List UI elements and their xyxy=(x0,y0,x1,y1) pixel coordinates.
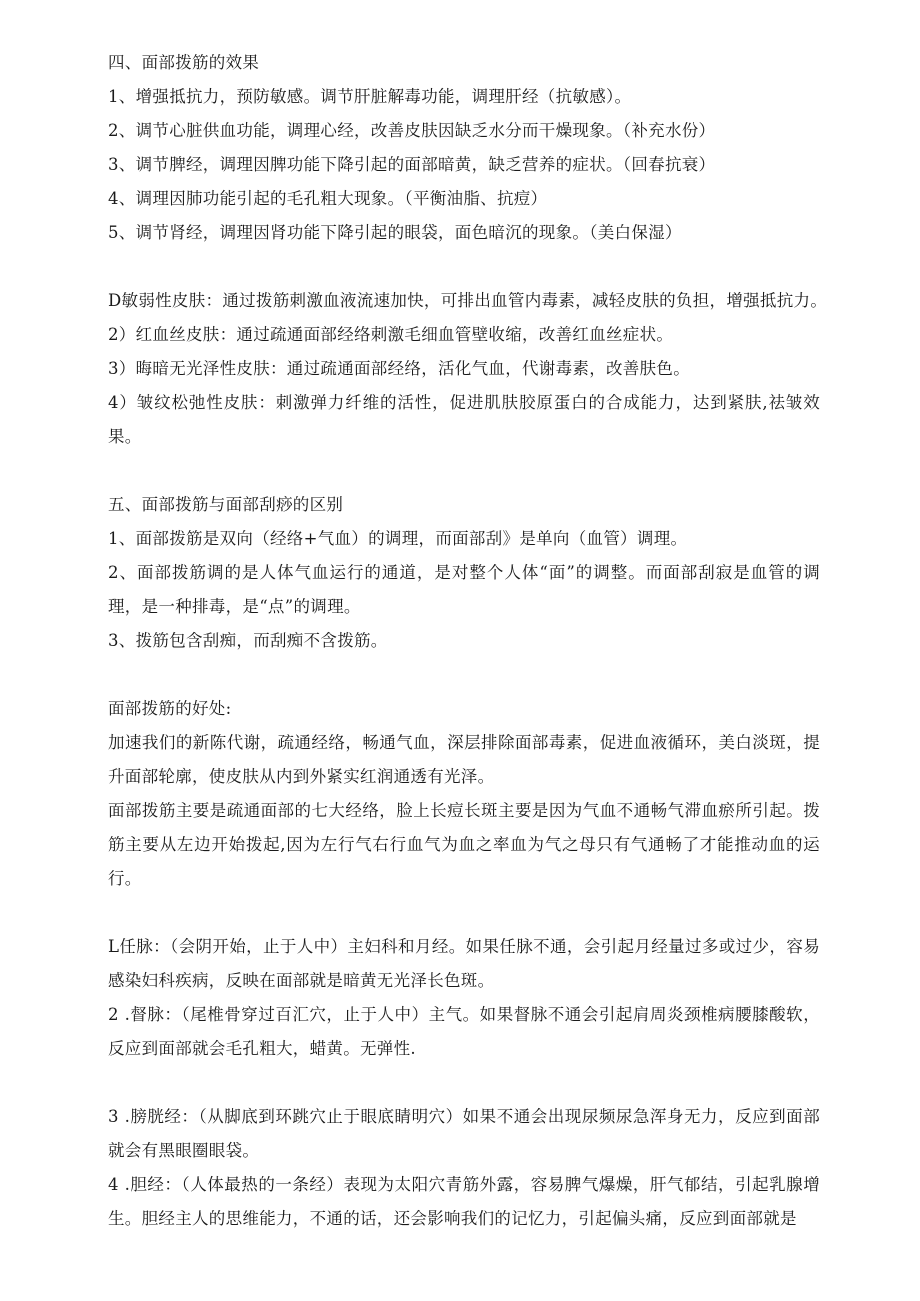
section-4-heading: 四、面部拨筋的效果 xyxy=(108,53,260,72)
skin-type-item: 4）皱纹松弛性皮肤：刺激弹力纤维的活性，促进肌肤胶原蛋白的合成能力，达到紧肤,祛皱效果。 xyxy=(108,393,820,446)
section-4-item: 1、增强抵抗力，预防敏感。调节肝脏解毒功能，调理肝经（抗敏感）。 xyxy=(108,87,632,106)
meridian-item: 3 .膀胱经：（从脚底到环跳穴止于眼底睛明穴）如果不通会出现尿频尿急浑身无力，反应到面部就会有黑眼圈眼袋。 xyxy=(108,1107,820,1160)
spacer xyxy=(108,454,820,488)
section-5-item: 3、拨筋包含刮痴，而刮痴不含拨筋。 xyxy=(108,631,388,650)
meridian-item: L任脉：（会阴开始，止于人中）主妇科和月经。如果任脉不通，会引起月经量过多或过少，容易感染妇科疾病，反映在面部就是暗黄无光泽长色斑。 xyxy=(108,937,820,990)
section-4-item: 2、调节心脏供血功能，调理心经，改善皮肤因缺乏水分而干燥现象。（补充水份） xyxy=(108,121,716,140)
skin-type-item: 3）晦暗无光泽性皮肤：通过疏通面部经络，活化气血，代谢毒素，改善肤色。 xyxy=(108,359,690,378)
skin-type-item: D敏弱性皮肤：通过拨筋刺激血液流速加快，可排出血管内毒素，减轻皮肤的负担，增强抵抗力。 xyxy=(108,291,828,310)
section-5-item: 1、面部拨筋是双向（经络+气血）的调理，而面部刮》是单向（血管）调理。 xyxy=(108,529,688,548)
spacer xyxy=(108,250,820,284)
spacer xyxy=(108,1066,820,1100)
section-5-item: 2、面部拨筋调的是人体气血运行的通道，是对整个人体“面”的调整。而面部刮寂是血管的调理，是一种排毒，是“点”的调理。 xyxy=(108,563,820,616)
section-5-heading: 五、面部拨筋与面部刮痧的区别 xyxy=(108,495,344,514)
section-4-item: 5、调节肾经，调理因肾功能下降引起的眼袋，面色暗沉的现象。（美白保湿） xyxy=(108,223,682,242)
benefits-paragraph: 面部拨筋主要是疏通面部的七大经络，脸上长痘长斑主要是因为气血不通畅气滞血瘀所引起。拨筋主要从左边开始拨起,因为左行气右行血气为血之率血为气之母只有气通畅了才能推动血的运行。 xyxy=(108,801,820,888)
meridian-item: 2 .督脉：（尾椎骨穿过百汇穴，止于人中）主气。如果督脉不通会引起肩周炎颈椎病腰膝酸软，反应到面部就会毛孔粗大，蜡黄。无弹性. xyxy=(108,1005,820,1058)
skin-type-item: 2）红血丝皮肤：通过疏通面部经络刺激毛细血管壁收缩，改善红血丝症状。 xyxy=(108,325,674,344)
spacer xyxy=(108,658,820,692)
section-4-item: 3、调节脾经，调理因脾功能下降引起的面部暗黄，缺乏营养的症状。（回春抗衰） xyxy=(108,155,716,174)
spacer xyxy=(108,896,820,930)
benefits-heading: 面部拨筋的好处: xyxy=(108,699,232,718)
benefits-paragraph: 加速我们的新陈代谢，疏通经络，畅通气血，深层排除面部毒素，促进血液循环，美白淡斑，提升面部轮廓，使皮肤从内到外紧实红润通透有光泽。 xyxy=(108,733,820,786)
meridian-item: 4 .胆经：（人体最热的一条经）表现为太阳穴青筋外露，容易脾气爆燥，肝气郁结，引起乳腺增生。胆经主人的思维能力，不通的话，还会影响我们的记忆力，引起偏头痛，反应到面部就是 xyxy=(108,1175,820,1228)
section-4-item: 4、调理因肺功能引起的毛孔粗大现象。（平衡油脂、抗痘） xyxy=(108,189,548,208)
document-page xyxy=(108,46,828,1236)
